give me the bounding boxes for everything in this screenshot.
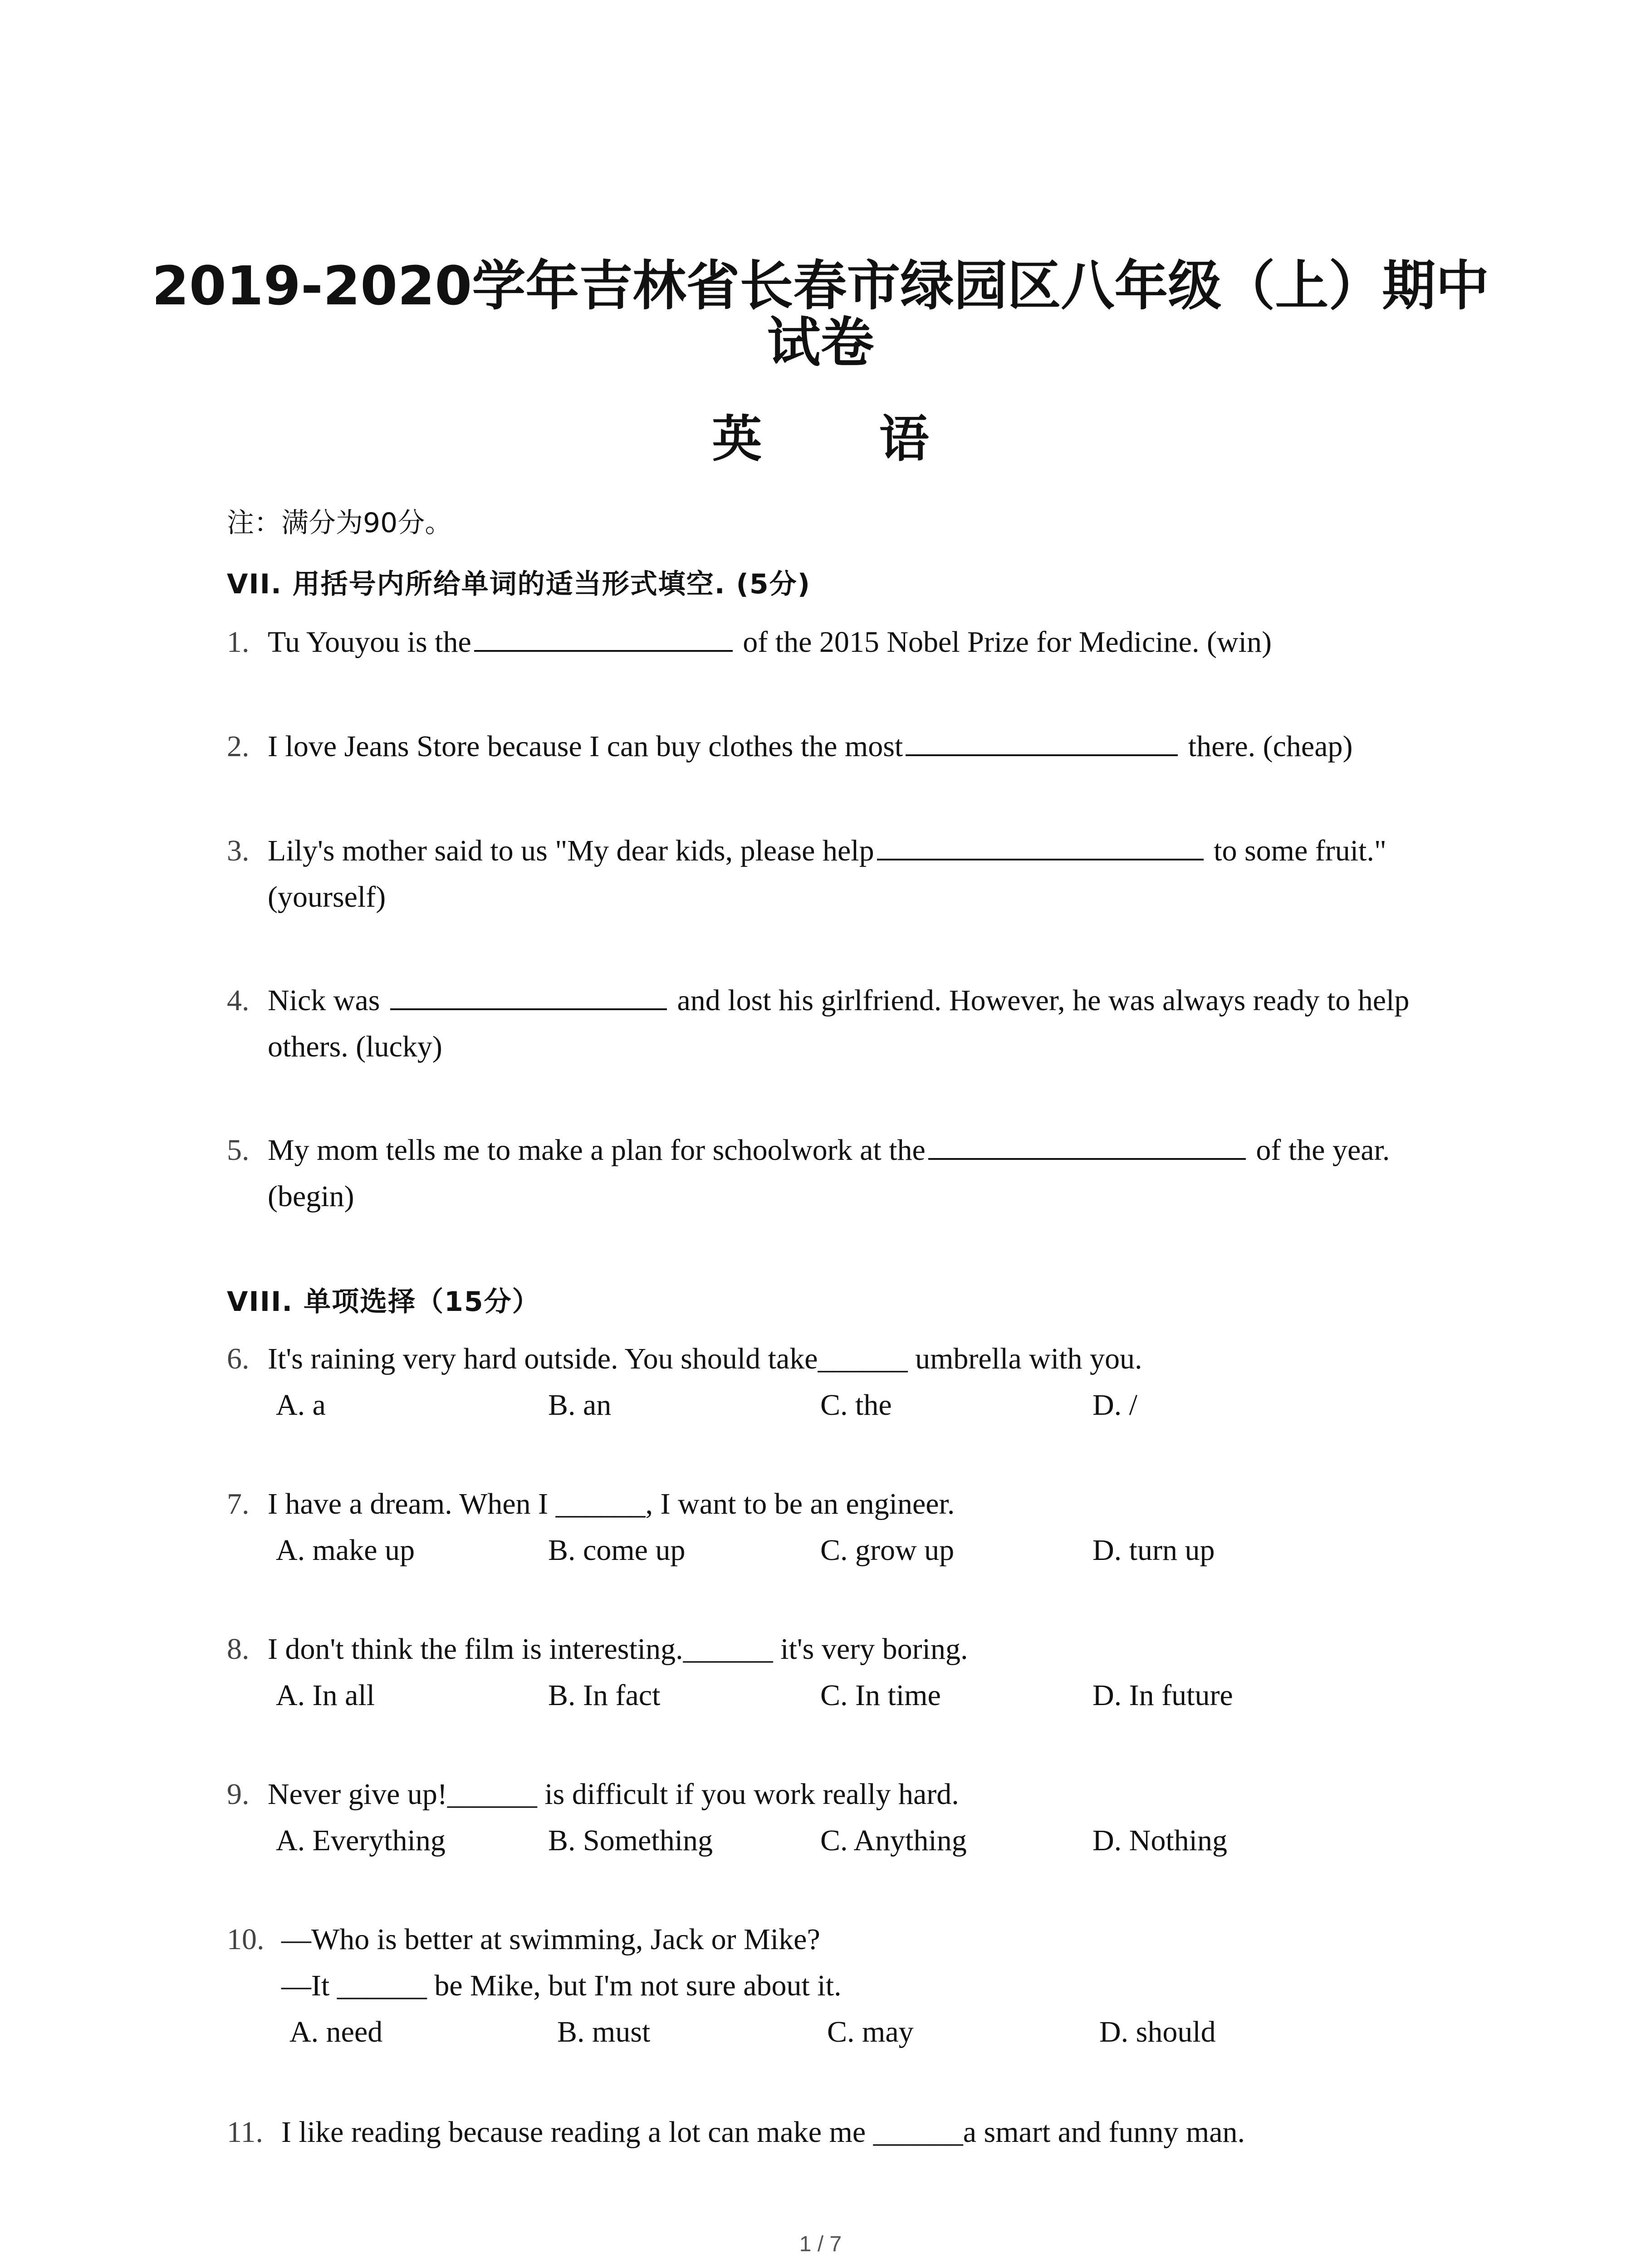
option-b[interactable]: B. In fact [548, 1679, 661, 1712]
section-7-heading: VII. 用括号内所给单词的适当形式填空. (5分) [227, 568, 811, 600]
option-c[interactable]: C. the [820, 1388, 892, 1422]
score-note: 注：满分为90分。 [227, 507, 452, 539]
question-text-after: of the 2015 Nobel Prize for Medicine. (win) [735, 626, 1272, 659]
question-number: 5. [227, 1134, 250, 1167]
question-number: 4. [227, 984, 250, 1017]
option-a[interactable]: A. make up [276, 1534, 415, 1567]
option-d[interactable]: D. / [1092, 1388, 1137, 1422]
question-text-before: Lily's mother said to us "My dear kids, please help [268, 834, 874, 867]
exam-title-line2: 试卷 [767, 311, 874, 374]
option-d[interactable]: D. should [1099, 2015, 1216, 2048]
option-b[interactable]: B. Something [548, 1824, 713, 1857]
option-a[interactable]: A. In all [276, 1679, 375, 1712]
question-text-before: I love Jeans Store because I can buy clothes the most [268, 730, 903, 763]
question-10 [227, 1916, 1443, 1963]
question-number: 3. [227, 834, 250, 867]
question-text: It's raining very hard outside. You should take______ umbrella with you. [268, 1342, 1142, 1375]
option-b[interactable]: B. must [557, 2015, 651, 2048]
question-6 [227, 1336, 1443, 1382]
option-a[interactable]: A. Everything [276, 1824, 446, 1857]
question-number: 2. [227, 730, 250, 763]
answer-blank[interactable] [928, 1131, 1246, 1160]
answer-blank[interactable] [390, 981, 667, 1010]
question-number: 1. [227, 626, 250, 659]
section-8-heading: VIII. 单项选择（15分） [227, 1286, 540, 1318]
question-text-after: to some fruit." [1206, 834, 1386, 867]
question-text-after: of the year. [1248, 1134, 1390, 1167]
question-8 [227, 1626, 1443, 1672]
question-number: 10. [227, 1923, 265, 1956]
question-5-continuation: (begin) [268, 1180, 354, 1213]
answer-blank[interactable] [474, 623, 733, 652]
question-1 [227, 619, 1443, 665]
question-text-before: Nick was [268, 984, 387, 1017]
question-11 [227, 2109, 1443, 2156]
question-10-line2: —It ______ be Mike, but I'm not sure about it. [281, 1969, 842, 2002]
question-7 [227, 1481, 1443, 1527]
question-4 [227, 978, 1443, 1024]
option-c[interactable]: C. In time [820, 1679, 941, 1712]
exam-title-line1: 2019-2020学年吉林省长春市绿园区八年级（上）期中 [152, 254, 1489, 317]
option-c[interactable]: C. Anything [820, 1824, 967, 1857]
question-text-after: there. (cheap) [1181, 730, 1353, 763]
option-a[interactable]: A. need [289, 2015, 383, 2048]
question-text-before: Tu Youyou is the [268, 626, 471, 659]
question-number: 11. [227, 2116, 264, 2149]
question-9 [227, 1771, 1443, 1818]
question-text: I have a dream. When I ______, I want to be an engineer. [268, 1487, 955, 1520]
question-number: 9. [227, 1778, 250, 1811]
subject-title: 英 语 [712, 410, 979, 468]
answer-blank[interactable] [877, 831, 1204, 860]
question-text: —Who is better at swimming, Jack or Mike? [281, 1923, 820, 1956]
option-b[interactable]: B. an [548, 1388, 612, 1422]
option-d[interactable]: D. turn up [1092, 1534, 1215, 1567]
option-c[interactable]: C. may [827, 2015, 914, 2048]
question-text-before: My mom tells me to make a plan for schoolwork at the [268, 1134, 926, 1167]
question-number: 6. [227, 1342, 250, 1375]
option-a[interactable]: A. a [276, 1388, 326, 1422]
question-text: I like reading because reading a lot can make me ______a smart and funny man. [281, 2116, 1245, 2149]
question-number: 8. [227, 1633, 250, 1666]
page-number: 1 / 7 [799, 2232, 842, 2256]
question-3 [227, 828, 1443, 874]
question-number: 7. [227, 1487, 250, 1520]
option-b[interactable]: B. come up [548, 1534, 686, 1567]
question-text: I don't think the film is interesting.______ it's very boring. [268, 1633, 968, 1666]
question-4-continuation: others. (lucky) [268, 1030, 442, 1063]
answer-blank[interactable] [906, 727, 1178, 756]
question-text: Never give up!______ is difficult if you work really hard. [268, 1778, 959, 1811]
option-c[interactable]: C. grow up [820, 1534, 955, 1567]
question-2 [227, 723, 1443, 770]
question-text-after: and lost his girlfriend. However, he was always ready to help [669, 984, 1410, 1017]
option-d[interactable]: D. In future [1092, 1679, 1233, 1712]
question-5 [227, 1127, 1443, 1173]
question-3-continuation: (yourself) [268, 880, 386, 914]
option-d[interactable]: D. Nothing [1092, 1824, 1227, 1857]
